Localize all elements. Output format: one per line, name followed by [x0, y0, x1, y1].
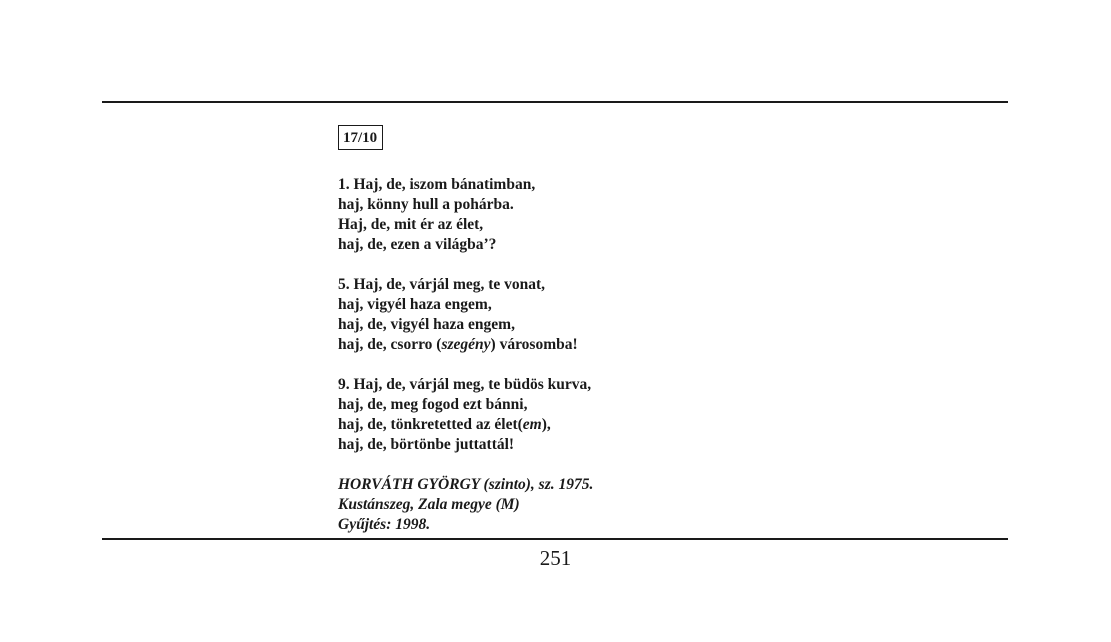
informant-place: Kustánszeg, Zala megye (M)	[338, 496, 520, 513]
bottom-rule	[102, 538, 1008, 540]
verse-text: haj, de, tönkretetted az élet(	[338, 416, 523, 433]
verse-line: haj, de, vigyél haza engem,	[338, 316, 515, 333]
song-block	[338, 125, 858, 535]
verse-line	[338, 415, 858, 435]
collection-date: Gyűjtés: 1998.	[338, 516, 431, 533]
stanza-9	[338, 375, 858, 455]
verse-text: haj, de, csorro (	[338, 336, 442, 353]
song-number-box: 17/10	[338, 125, 383, 150]
verse-line: 5. Haj, de, várjál meg, te vonat,	[338, 276, 546, 293]
page-number: 251	[539, 546, 572, 570]
verse-line: haj, de, meg fogod ezt bánni,	[338, 396, 528, 413]
verse-italic-text: em	[522, 416, 542, 433]
verse-line: haj, de, ezen a világba’?	[338, 236, 497, 253]
verse-text: ),	[541, 416, 551, 433]
verse-line	[338, 335, 858, 355]
stanza-1	[338, 175, 858, 255]
verse-line: haj, vigyél haza engem,	[338, 296, 492, 313]
verse-italic-text: szegény	[441, 336, 491, 353]
verse-line: 1. Haj, de, iszom bánatimban,	[338, 176, 536, 193]
top-rule	[102, 101, 1008, 103]
verse-line: 9. Haj, de, várjál meg, te büdös kurva,	[338, 376, 592, 393]
informant-name: HORVÁTH GYÖRGY (szinto), sz. 1975.	[338, 476, 594, 493]
verse-text: ) városomba!	[490, 336, 578, 353]
verse-line: haj, könny hull a pohárba.	[338, 196, 514, 213]
verse-line: Haj, de, mit ér az élet,	[338, 216, 484, 233]
informant-info	[338, 475, 858, 535]
verse-line: haj, de, börtönbe juttattál!	[338, 436, 515, 453]
stanza-5	[338, 275, 858, 355]
